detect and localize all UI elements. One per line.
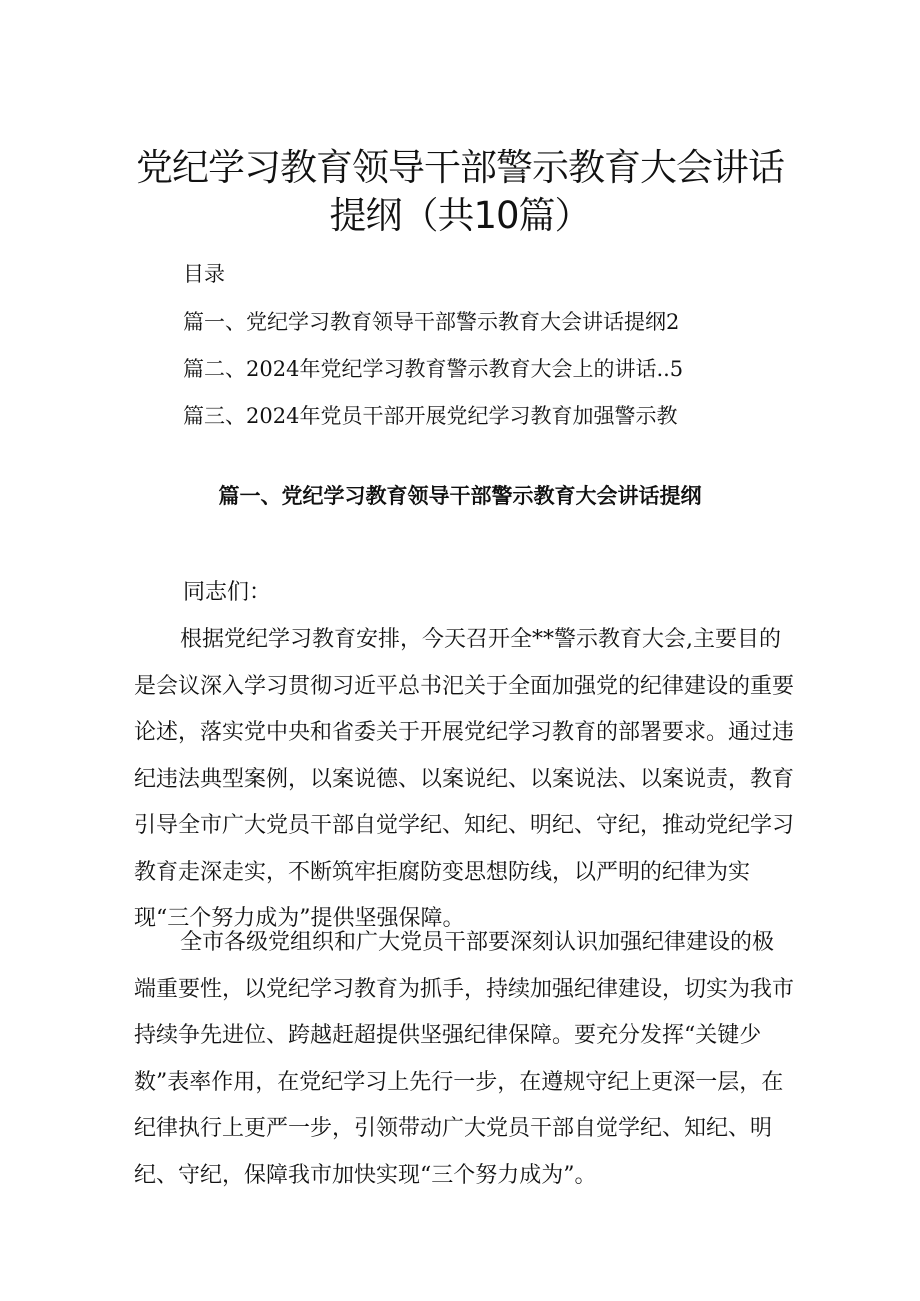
toc-item-1[interactable]: 篇一、党纪学习教育领导干部警示教育大会讲话提纲2 xyxy=(183,310,680,334)
toc-item-2[interactable]: 篇二、2024年党纪学习教育警示教育大会上的讲话..5 xyxy=(183,357,684,381)
paragraph-2: 全市各级党组织和广大党员干部要深刻认识加强纪律建设的极端重要性，以党纪学习教育为抓手，持续加强纪律建设，切实为我市持续争先进位、跨越赶超提供坚强纪律保障。要充分发挥“关键少数”表率作用，在党纪学习上先行一步，在遵规守纪上更深一层，在纪律执行上更严一步，引领带动广大党员干部自觉学纪、知纪、明纪、守纪，保障我市加快实现“三个努力成为”。 xyxy=(134,930,795,1188)
document-title-line-2: 提纲（共10篇） xyxy=(329,194,591,237)
section-heading: 篇一、党纪学习教育领导干部警示教育大会讲话提纲 xyxy=(218,484,702,508)
toc-heading: 目录 xyxy=(183,262,225,286)
salutation: 同志们： xyxy=(183,580,272,605)
paragraph-1: 根据党纪学习教育安排，今天召开全**警示教育大会,主要目的是会议深入学习贯彻习近平总书汜关于全面加强党的纪律建设的重要论述，落实党中央和省委关于开展党纪学习教育的部署要求。通过违纪违法典型案例，以案说德、以案说纪、以案说法、以案说责，教育引导全市广大党员干部自觉学纪、知纪、明纪、守纪，推动党纪学习教育走深走实，不断筑牢拒腐防变思想防线，以严明的纪律为实现“三个努力成为”提供坚强保障。 xyxy=(134,627,795,931)
document-title-line-1: 党纪学习教育领导干部警示教育大会讲话 xyxy=(136,146,784,189)
toc-item-3[interactable]: 篇三、2024年党员干部开展党纪学习教育加强警示教 xyxy=(183,404,678,428)
